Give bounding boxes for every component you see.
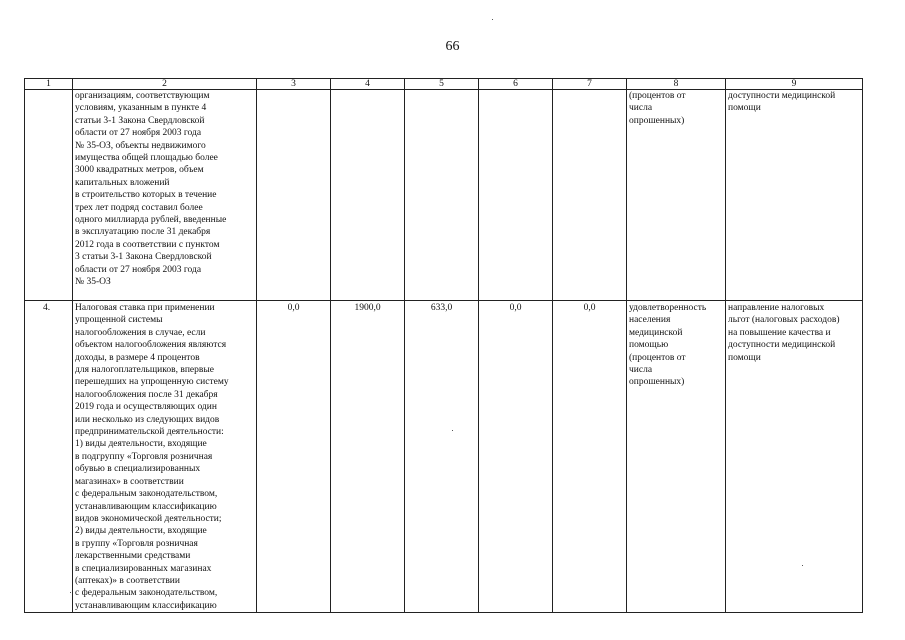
column-header: 9 (726, 79, 863, 90)
column-header: 8 (627, 79, 726, 90)
scan-speck (802, 565, 803, 566)
value-cell (405, 90, 479, 301)
column-header: 3 (257, 79, 331, 90)
row-number-cell (25, 90, 73, 301)
value-cell: 0,0 (553, 301, 627, 613)
goal-cell: направление налоговых льгот (налоговых расходов) на повышение качества и доступности медицинской помощи (726, 301, 863, 613)
column-header: 7 (553, 79, 627, 90)
value-cell: 1900,0 (331, 301, 405, 613)
value-cell (479, 90, 553, 301)
tax-benefits-table (24, 78, 863, 613)
row-number-cell: 4. (25, 301, 73, 613)
value-cell (257, 90, 331, 301)
column-header: 2 (73, 79, 257, 90)
column-header: 4 (331, 79, 405, 90)
goal-cell: доступности медицинской помощи (726, 90, 863, 301)
scan-speck (452, 430, 453, 431)
scan-speck (492, 19, 493, 20)
description-cell: Налоговая ставка при применении упрощенной системы налогообложения в случае, если объектом налогообложения являются доходы, в размере 4 процентов для налогоплательщиков, впервые перешедших на упрощенную систему налогообложения после 31 декабря 2019 года и осуществляющих один или несколько из следующих видов предпринимательской деятельности: 1) виды деятельности, входящие в подгруппу «Торговля розничная обувью в специализированных магазинах» в соответствии с федеральным законодательством, устанавливающим классификацию видов экономической деятельности; 2) виды деятельности, входящие в группу «Торговля розничная лекарственными средствами в специализированных магазинах (аптеках)» в соответствии с федеральным законодательством, устанавливающим классификацию (73, 301, 257, 613)
indicator-cell: удовлетворенность населения медицинской помощью (процентов от числа опрошенных) (627, 301, 726, 613)
description-cell: организациям, соответствующим условиям, указанным в пункте 4 статьи 3-1 Закона Свердловской области от 27 ноября 2003 года № 35-ОЗ, объекты недвижимого имущества общей площадью более 3000 квадратных метров, объем капитальных вложений в строительство которых в течение трех лет подряд составил более одного миллиарда рублей, введенные в эксплуатацию после 31 декабря 2012 года в соответствии с пунктом 3 статьи 3-1 Закона Свердловской области от 27 ноября 2003 года № 35-ОЗ (73, 90, 257, 301)
column-header: 5 (405, 79, 479, 90)
value-cell (553, 90, 627, 301)
table-row (25, 90, 863, 301)
page-number: 66 (445, 39, 460, 54)
table-row (25, 301, 863, 613)
column-header: 6 (479, 79, 553, 90)
table-header-row (25, 79, 863, 90)
value-cell: 633,0 (405, 301, 479, 613)
column-header: 1 (25, 79, 73, 90)
scan-speck (70, 592, 71, 593)
value-cell: 0,0 (479, 301, 553, 613)
indicator-cell: (процентов от числа опрошенных) (627, 90, 726, 301)
value-cell: 0,0 (257, 301, 331, 613)
value-cell (331, 90, 405, 301)
